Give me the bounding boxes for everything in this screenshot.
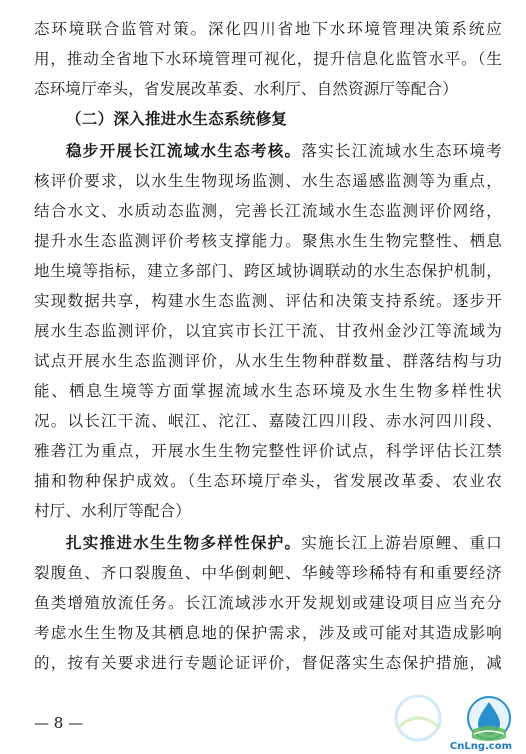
paragraph-text: 实施长江上游岩原鲤、重口 xyxy=(301,534,502,552)
text-line: 况。以长江干流、岷江、沱江、嘉陵江四川段、赤水河四川段、 xyxy=(34,412,502,430)
text-line: 裂腹鱼、齐口裂腹鱼、中华倒刺鲃、华鲮等珍稀特有和重要经济 xyxy=(34,564,502,582)
water-drop-logo-icon xyxy=(462,694,516,748)
text-line: 结合水文、水质动态监测，完善长江流域水生态监测评价网络， xyxy=(34,202,502,220)
text-line: 核评价要求，以水生生物现场监测、水生态遥感监测等为重点， xyxy=(34,172,502,190)
text-line: 鱼类增殖放流任务。长江流域涉水开发规划或建设项目应当充分 xyxy=(34,594,502,612)
paragraph-text: 落实长江流域水生态环境考 xyxy=(301,142,502,160)
paragraph-first-line xyxy=(66,140,502,162)
text-line: 态环境联合监管对策。深化四川省地下水环境管理决策系统应 xyxy=(34,20,502,38)
text-line: 提升水生态监测评价考核支撑能力。聚焦水生生物完整性、栖息 xyxy=(34,232,502,250)
text-line: 能、栖息生境等方面掌握流域水生态环境及水生生物多样性状 xyxy=(34,382,502,400)
text-line: 实现数据共享，构建水生态监测、评估和决策支持系统。逐步开 xyxy=(34,292,502,310)
text-line: 村厅、水利厅等配合） xyxy=(34,502,192,520)
text-line: 试点开展水生态监测评价，从水生生物种群数量、群落结构与功 xyxy=(34,352,502,370)
text-line: 态环境厅牵头，省发展改革委、水利厅、自然资源厅等配合） xyxy=(34,80,458,98)
watermark-text: CnLng.com xyxy=(449,741,512,752)
paragraph-first-line xyxy=(66,532,502,554)
text-line: 雅砻江为重点，开展水生生物完整性评价试点，科学评估长江禁 xyxy=(34,442,502,460)
paragraph-lead: 扎实推进水生生物多样性保护。 xyxy=(66,533,302,552)
text-line: 展水生态监测评价，以宜宾市长江干流、甘孜州金沙江等流域为 xyxy=(34,322,502,340)
page-number: — 8 — xyxy=(34,714,84,732)
text-line: 考虑水生生物及其栖息地的保护需求，涉及或可能对其造成影响 xyxy=(34,624,502,642)
text-line: 的，按有关要求进行专题论证评价，督促落实生态保护措施，减 xyxy=(34,654,502,672)
section-heading: （二）深入推进水生态系统修复 xyxy=(66,109,288,128)
text-line: 用，推动全省地下水环境管理可视化，提升信息化监管水平。（生 xyxy=(34,50,502,68)
text-line: 地生境等指标，建立多部门、跨区域协调联动的水生态保护机制， xyxy=(34,262,502,280)
paragraph-lead: 稳步开展长江流域水生态考核。 xyxy=(66,141,302,160)
text-line: 捕和物种保护成效。（生态环境厅牵头，省发展改革委、农业农 xyxy=(34,472,502,490)
